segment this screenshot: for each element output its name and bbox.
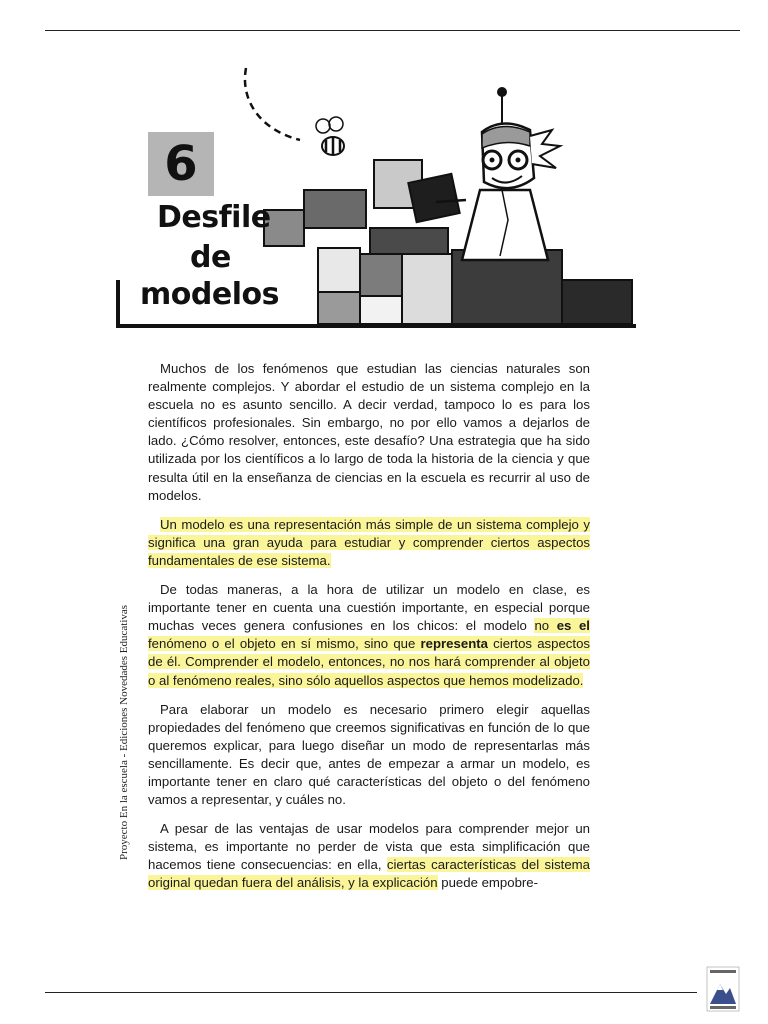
chapter-title-line: Desfile [157, 200, 271, 235]
text-segment: Para elaborar un modelo es necesario primero elegir aquellas propiedades del fenómeno que creemos significativas en función de lo que queremos explicar, para luego diseñar un modo de representarlas más sencillamente. Es decir que, antes de empezar a armar un modelo, es importante tener en claro qué características del objeto o del fenómeno vamos a representar, y cuáles no. [148, 701, 590, 808]
highlighted-text: representa [420, 636, 488, 652]
scientist-character [436, 87, 560, 260]
text-segment: puede empobre- [437, 875, 539, 891]
paragraph [148, 360, 590, 505]
text-segment: De todas maneras, a la hora de utilizar un modelo en clase, es importante tener en cuenta una cuestión importante, en especial porque muchas veces genera confusiones en los chicos: el modelo [148, 582, 590, 634]
body-text [148, 360, 590, 904]
paragraph [148, 701, 590, 810]
highlighted-text: es el [556, 618, 590, 634]
text-segment: A pesar de las ventajas de usar modelos para comprender mejor un sistema, es importante no perder de vista que esta simplificación que hacemos tiene consecuencias: en ella, [148, 821, 590, 873]
chapter-number: 6 [164, 136, 198, 192]
paragraph [148, 581, 590, 690]
title-bracket-horizontal [116, 324, 636, 328]
mountain-logo-icon [706, 966, 740, 1012]
text-segment: Muchos de los fenómenos que estudian las ciencias naturales son realmente complejos. Y abordar el estudio de un sistema complejo en la escuela no es asunto sencillo. A decir verdad, tampoco lo es para los científicos profesionales. Sin embargo, no por ello vamos a dejarlos de lado. ¿Cómo resolver, entonces, este desafío? Una estrategia que ha sido utilizada por los científicos a lo largo de toda la historia de la ciencia y que resulta útil en la enseñanza de ciencias en la escuela es recurrir al uso de modelos. [148, 361, 590, 503]
chapter-number-box [148, 132, 214, 196]
highlighted-text: fenómeno o el objeto en sí mismo, sino que [148, 636, 421, 652]
chapter-illustration [230, 60, 640, 328]
title-bracket-vertical [116, 280, 120, 328]
side-caption: Proyecto En la escuela - Ediciones Novedades Educativas [118, 604, 130, 860]
paragraph [148, 820, 590, 892]
paragraph [148, 516, 590, 570]
chapter-title-line: modelos [140, 277, 279, 312]
top-rule [45, 30, 740, 31]
highlighted-text: Un modelo es una representación más simple de un sistema complejo y significa una gran ayuda para estudiar y comprender ciertos aspectos fundamentales de ese sistema. [148, 516, 590, 568]
highlighted-text: no [534, 618, 557, 634]
chapter-title-line: de [190, 240, 231, 275]
publisher-logo [706, 966, 740, 1012]
bottom-rule [45, 992, 697, 993]
highlighted-text: ciertas características del sistema original quedan fuera del análisis, y la explicación [148, 857, 590, 891]
bee-icon [316, 117, 344, 155]
highlighted-text: ciertos aspectos de él. Comprender el modelo, entonces, no nos hará comprender al objeto o al fenómeno reales, sino sólo aquellos aspectos que hemos modelizado. [148, 636, 590, 688]
